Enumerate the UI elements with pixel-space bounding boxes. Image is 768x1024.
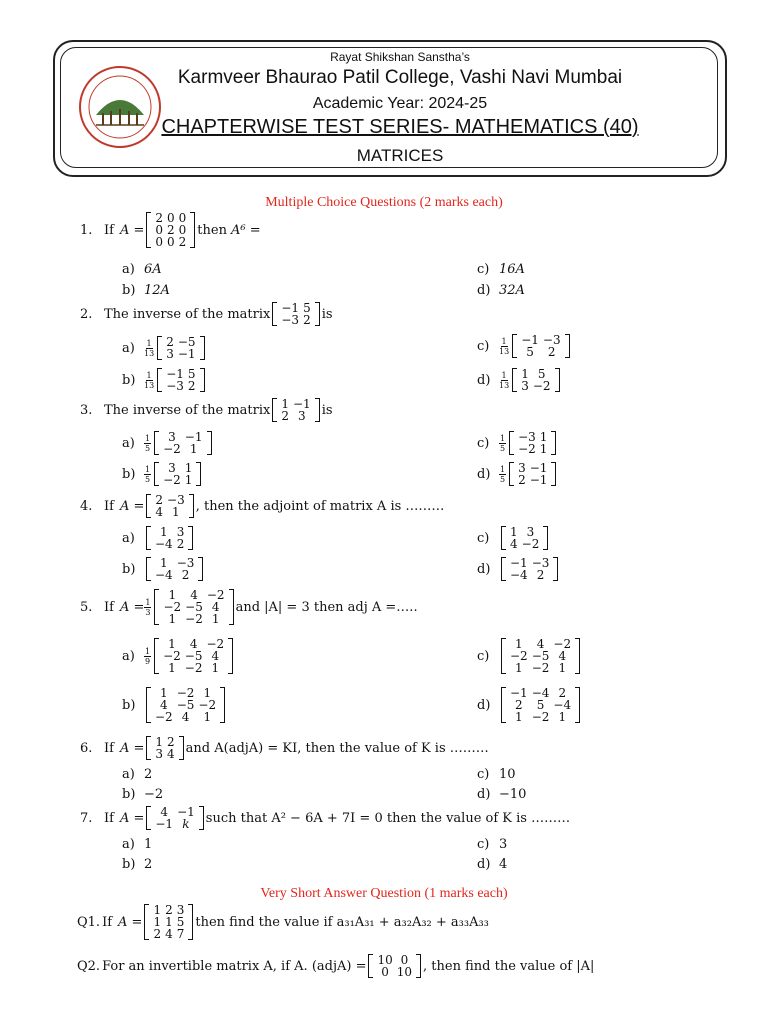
q5-option-b: b) 1 −2 1 4 −5 −2 −2 4 1 <box>122 687 227 723</box>
q5-option-c: c) 1 4 −2 −2 −5 4 1 −2 1 <box>477 638 582 674</box>
q5-option-d: d) −1 −4 2 2 5 −4 1 −2 1 <box>477 687 582 723</box>
college-name: Karmveer Bhaurao Patil College, Vashi Navi Mumbai <box>177 67 623 88</box>
vsa-question-1: Q1. If A = 1 2 3 1 1 5 2 4 7 then find the value if a₃₁A₃₁ + a₃₂A₃₂ + a₃₃A₃₃ <box>77 903 489 941</box>
q1-option-c: c) 16A <box>477 262 525 277</box>
vsa-section-heading: Very Short Answer Question (1 marks each) <box>260 886 508 901</box>
question-7: 7. If A = 4 −1 −1 k such that A² − 6A + 7I = 0 then the value of K is ……… <box>80 805 571 831</box>
trust-name: Rayat Shikshan Sanstha’s <box>330 50 470 64</box>
q1-option-d: d) 32A <box>477 283 525 298</box>
question-2: 2. The inverse of the matrix −1 5 −3 2 is <box>80 301 333 327</box>
q3-option-b: b) $\frac{1}{5}$ 3 1 −2 1 <box>122 462 203 486</box>
q7-option-a: a) 1 <box>122 837 153 852</box>
q6-option-b: b) −2 <box>122 787 164 802</box>
q7-option-d: d) 4 <box>477 857 508 872</box>
q4-option-b: b) 1 −3 −4 2 <box>122 557 205 581</box>
q1-option-a: a) 6A <box>122 262 162 277</box>
q7-option-b: b) 2 <box>122 857 153 872</box>
q2-option-a: a) $\frac{1}{13}$ 2 −5 3 −1 <box>122 336 207 360</box>
test-series-title: CHAPTERWISE TEST SERIES- MATHEMATICS (40) <box>161 116 639 138</box>
q6-option-a: a) 2 <box>122 767 153 782</box>
vsa-question-2: Q2. For an invertible matrix A, if A. (adjA) = 10 0 0 10 , then find the value of |A| <box>77 953 595 979</box>
question-5: 5. If A = $\frac{1}{3}$ 1 4 −2 −2 −5 4 1 −2 1 and |A| = 3 then adj A =….. <box>80 588 418 626</box>
q5-option-a: a) $\frac{1}{9}$ 1 4 −2 −2 −5 4 1 −2 1 <box>122 638 235 674</box>
question-1: 1. If A = 2 0 0 0 2 0 0 0 2 then A⁶ = <box>80 211 261 249</box>
q3-option-d: d) $\frac{1}{5}$ 3 −1 2 −1 <box>477 462 558 486</box>
chapter-title: MATRICES <box>356 146 444 165</box>
q6-option-c: c) 10 <box>477 767 516 782</box>
q3-option-a: a) $\frac{1}{5}$ 3 −1 −2 1 <box>122 431 214 455</box>
question-6: 6. If A = 1 2 3 4 and A(adjA) = KI, then the value of K is ……… <box>80 735 489 761</box>
q7-option-c: c) 3 <box>477 837 508 852</box>
q1-option-b: b) 12A <box>122 283 170 298</box>
q4-option-a: a) 1 3 −4 2 <box>122 526 195 550</box>
mcq-section-heading: Multiple Choice Questions (2 marks each) <box>265 195 503 210</box>
q2-option-c: c) $\frac{1}{13}$ −1 −3 5 2 <box>477 334 572 358</box>
q2-option-b: b) $\frac{1}{13}$ −1 5 −3 2 <box>122 368 207 392</box>
q4-option-c: c) 1 3 4 −2 <box>477 526 550 550</box>
academic-year: Academic Year: 2024-25 <box>312 95 488 112</box>
question-4: 4. If A = 2 −3 4 1 , then the adjoint of matrix A is ……… <box>80 493 445 519</box>
q2-option-d: d) $\frac{1}{13}$ 1 5 3 −2 <box>477 368 562 392</box>
q4-option-d: d) −1 −3 −4 2 <box>477 557 560 581</box>
q6-option-d: d) −10 <box>477 787 527 802</box>
q3-option-c: c) $\frac{1}{5}$ −3 1 −2 1 <box>477 431 558 455</box>
question-3: 3. The inverse of the matrix 1 −1 2 3 is <box>80 397 333 423</box>
